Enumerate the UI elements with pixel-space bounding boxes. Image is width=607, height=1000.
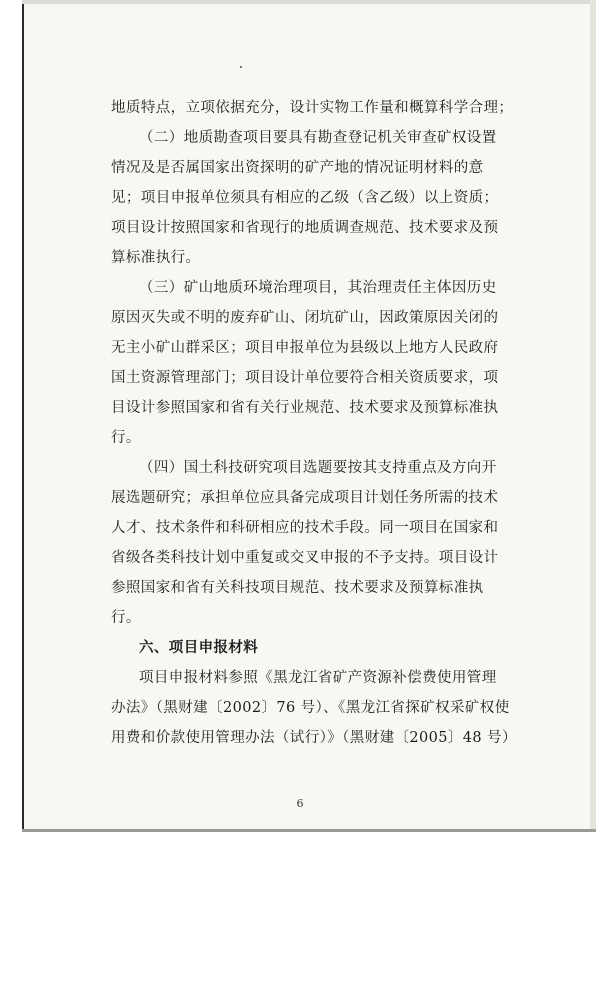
text-line: 情况及是否属国家出资探明的矿产地的情况证明材料的意 (111, 160, 484, 176)
scan-edge-bottom (22, 829, 596, 832)
text-line: 行。 (111, 610, 141, 626)
text-line: 用费和价款使用管理办法（试行）》（黑财建〔2005〕48 号） (111, 730, 517, 746)
text-line: 人才、技术条件和科研相应的技术手段。同一项目在国家和 (111, 520, 499, 536)
text-line: 目设计参照国家和省有关行业规范、技术要求及预算标准执 (111, 400, 499, 416)
scan-edge-right (590, 0, 596, 832)
text-line: （二）地质勘查项目要具有勘查登记机关审查矿权设置 (139, 130, 497, 146)
text-line: 国土资源管理部门；项目设计单位要符合相关资质要求，项 (111, 370, 499, 386)
text-line: 行。 (111, 430, 141, 446)
text-line: 项目申报材料参照《黑龙江省矿产资源补偿费使用管理 (139, 670, 497, 686)
text-line: 原因灭失或不明的废弃矿山、闭坑矿山，因政策原因关闭的 (111, 310, 499, 326)
text-line: 见；项目申报单位须具有相应的乙级（含乙级）以上资质； (111, 190, 499, 206)
section-heading: 六、项目申报材料 (139, 640, 259, 656)
text-line: 省级各类科技计划中重复或交叉申报的不予支持。项目设计 (111, 550, 499, 566)
text-line: 无主小矿山群采区；项目申报单位为县级以上地方人民政府 (111, 340, 499, 356)
page-number: 6 (296, 797, 304, 810)
text-line: 参照国家和省有关科技项目规范、技术要求及预算标准执 (111, 580, 484, 596)
scan-speck (240, 66, 242, 68)
text-line: 项目设计按照国家和省现行的地质调查规范、技术要求及预 (111, 220, 499, 236)
scanned-page (22, 0, 596, 832)
text-line: 地质特点，立项依据充分，设计实物工作量和概算科学合理； (111, 100, 514, 116)
text-line: 算标准执行。 (111, 250, 201, 266)
text-line: 办法》（黑财建〔2002〕76 号）、《黑龙江省探矿权采矿权使 (111, 700, 510, 716)
text-line: 展选题研究；承担单位应具备完成项目计划任务所需的技术 (111, 490, 499, 506)
scan-edge-top (22, 0, 596, 4)
text-line: （四）国土科技研究项目选题要按其支持重点及方向开 (139, 460, 497, 476)
text-line: （三）矿山地质环境治理项目，其治理责任主体因历史 (139, 280, 497, 296)
page-content (24, 0, 596, 832)
